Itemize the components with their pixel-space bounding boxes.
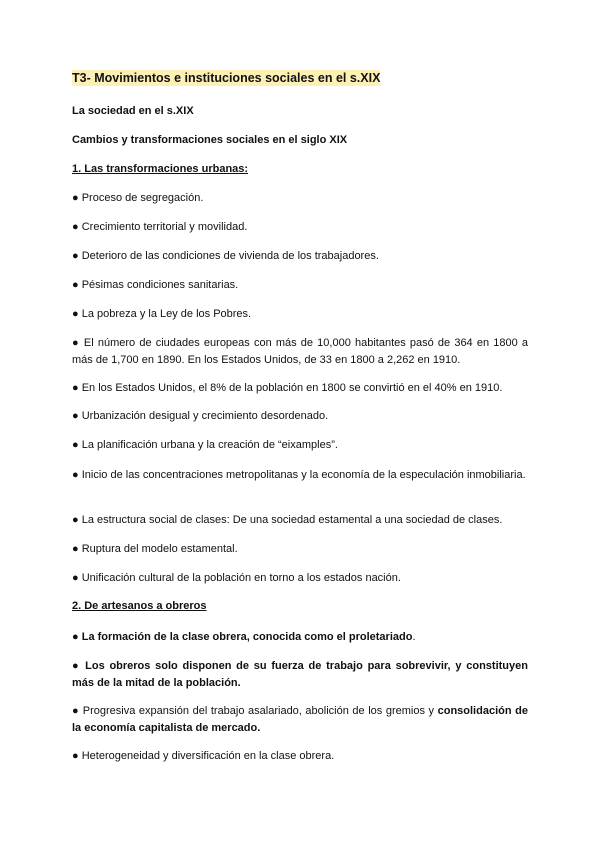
section-2-heading: 2. De artesanos a obreros (72, 600, 207, 612)
bullet-icon: ● (72, 750, 79, 762)
list-item: ● La planificación urbana y la creación de “eixamples”. (72, 439, 338, 451)
list-item: ● Ruptura del modelo estamental. (72, 543, 238, 555)
bullet-icon: ● (72, 279, 79, 291)
bullet-icon: ● (72, 308, 79, 320)
bullet-icon: ● (72, 250, 79, 262)
bullet-icon: ● (72, 382, 79, 394)
bullet-icon: ● (72, 514, 79, 526)
bullet-icon: ● (72, 192, 79, 204)
section-heading: La sociedad en el s.XIX (72, 105, 194, 117)
bullet-icon: ● (72, 660, 81, 672)
bullet-icon: ● (72, 439, 79, 451)
bullet-icon: ● (72, 572, 79, 584)
list-item: ● Deterioro de las condiciones de vivienda de los trabajadores. (72, 250, 379, 262)
list-item: ● Inicio de las concentraciones metropolitanas y la economía de la especulación inmobiliaria. (72, 469, 526, 481)
list-item: ● La pobreza y la Ley de los Pobres. (72, 308, 252, 320)
list-item: ● Urbanización desigual y crecimiento desordenado. (72, 410, 329, 422)
list-item: ● La estructura social de clases: De una sociedad estamental a una sociedad de clases. (72, 514, 503, 526)
list-item: ● Progresiva expansión del trabajo asalariado, abolición de los gremios y consolidación de la economía capitalista de mercado. (72, 705, 528, 734)
list-item: ● Crecimiento territorial y movilidad. (72, 221, 248, 233)
section-1-heading: 1. Las transformaciones urbanas: (72, 163, 249, 175)
list-item: ● Proceso de segregación. (72, 192, 204, 204)
list-item: ● Pésimas condiciones sanitarias. (72, 279, 239, 291)
list-item: ● Los obreros solo disponen de su fuerza de trabajo para sobrevivir, y constituyen más de la mitad de la población. (72, 660, 528, 689)
document-title: T3- Movimientos e instituciones sociales en el s.XIX (72, 71, 381, 85)
bullet-icon: ● (72, 705, 80, 717)
subheading: Cambios y transformaciones sociales en el siglo XIX (72, 134, 348, 146)
bullet-icon: ● (72, 410, 79, 422)
list-item: ● Unificación cultural de la población en torno a los estados nación. (72, 572, 401, 584)
bullet-icon: ● (72, 221, 79, 233)
bullet-icon: ● (72, 543, 79, 555)
bullet-icon: ● (72, 337, 80, 349)
list-item: ● La formación de la clase obrera, conocida como el proletariado. (72, 631, 416, 643)
bullet-icon: ● (72, 631, 79, 643)
bullet-icon: ● (72, 469, 79, 481)
list-item: ● El número de ciudades europeas con más de 10,000 habitantes pasó de 364 en 1800 a más de 1,700 en 1890. En los Estados Unidos, de 33 en 1800 a 2,262 en 1910. (72, 337, 528, 366)
list-item: ● Heterogeneidad y diversificación en la clase obrera. (72, 750, 335, 762)
list-item: ● En los Estados Unidos, el 8% de la población en 1800 se convirtió en el 40% en 1910. (72, 382, 503, 394)
